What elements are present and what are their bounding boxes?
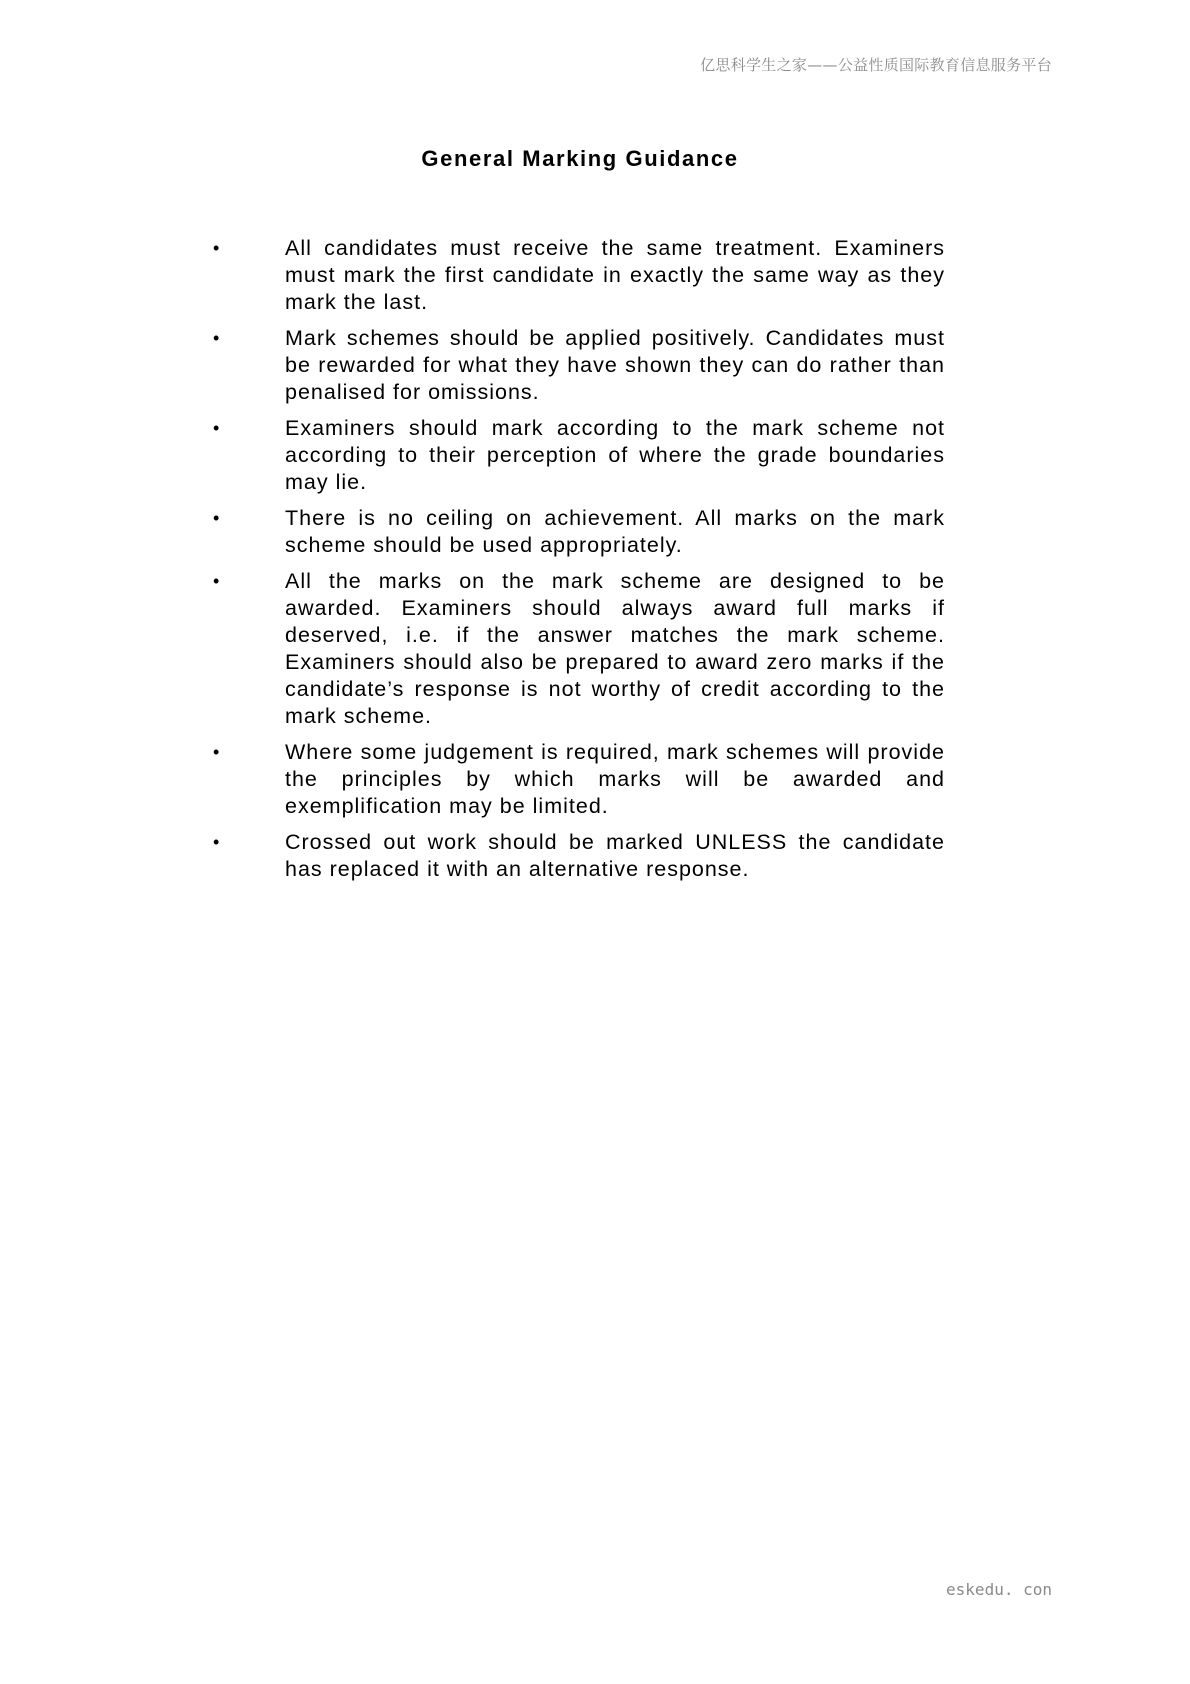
list-item-text: There is no ceiling on achievement. All marks on the mark scheme should be used appropriately. bbox=[285, 506, 945, 557]
list-item bbox=[205, 739, 945, 820]
header-watermark: 亿思科学生之家——公益性质国际教育信息服务平台 bbox=[700, 56, 1052, 74]
bullet-icon: • bbox=[213, 832, 220, 852]
bullet-icon: • bbox=[213, 238, 220, 258]
bullet-icon: • bbox=[213, 571, 220, 591]
list-item-text: All the marks on the mark scheme are designed to be awarded. Examiners should always award full marks if deserved, i.e. if the answer matches the mark scheme. Examiners should also be prepared to award zero marks if the candidate’s response is not worthy of credit according to the mark scheme. bbox=[285, 569, 945, 728]
list-item-text: Where some judgement is required, mark schemes will provide the principles by which marks will be awarded and exemplification may be limited. bbox=[285, 740, 945, 818]
bullet-icon: • bbox=[213, 508, 220, 528]
list-item bbox=[205, 829, 945, 883]
list-item-text: Crossed out work should be marked UNLESS the candidate has replaced it with an alternative response. bbox=[285, 830, 945, 881]
list-item-text: All candidates must receive the same treatment. Examiners must mark the first candidate in exactly the same way as they mark the last. bbox=[285, 236, 945, 314]
footer-watermark: eskedu. con bbox=[946, 1580, 1052, 1599]
list-item bbox=[205, 235, 945, 316]
list-item bbox=[205, 325, 945, 406]
list-item bbox=[205, 568, 945, 730]
bullet-icon: • bbox=[213, 328, 220, 348]
list-item-text: Mark schemes should be applied positively. Candidates must be rewarded for what they have shown they can do rather than penalised for omissions. bbox=[285, 326, 945, 404]
page-title: General Marking Guidance bbox=[421, 146, 739, 171]
list-item bbox=[205, 505, 945, 559]
list-item bbox=[205, 415, 945, 496]
bullet-icon: • bbox=[213, 742, 220, 762]
bullet-icon: • bbox=[213, 418, 220, 438]
list-item-text: Examiners should mark according to the mark scheme not according to their perception of where the grade boundaries may lie. bbox=[285, 416, 945, 494]
guidance-list bbox=[205, 235, 945, 892]
